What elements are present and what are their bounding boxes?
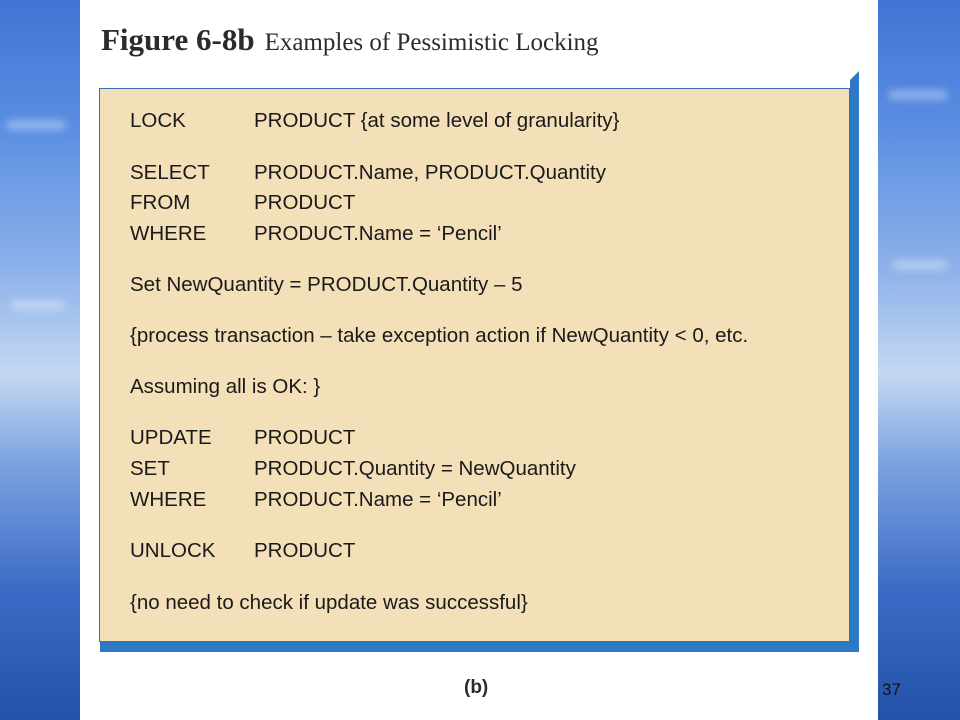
panel-label: (b) <box>464 677 489 698</box>
keyword: SELECT <box>130 161 210 184</box>
figure-number: Figure 6-8b <box>101 22 255 57</box>
code-text: PRODUCT.Name = ‘Pencil’ <box>254 222 502 245</box>
background-cloud <box>10 300 65 310</box>
figure-box-shadow-bottom <box>100 642 859 652</box>
keyword: WHERE <box>130 488 207 511</box>
code-line-assuming: Assuming all is OK: } <box>130 375 321 398</box>
code-line-unlock <box>130 539 355 563</box>
keyword: SET <box>130 457 170 480</box>
code-line-no-need-to-check: {no need to check if update was successful} <box>130 591 528 614</box>
code-text: PRODUCT <box>254 426 356 449</box>
keyword: UPDATE <box>130 426 212 449</box>
figure-title <box>101 22 599 58</box>
code-line-where <box>130 222 502 246</box>
background-cloud <box>6 120 66 130</box>
code-line-set <box>130 457 576 481</box>
keyword: LOCK <box>130 109 186 132</box>
background-cloud <box>892 260 947 270</box>
code-line-where <box>130 488 502 512</box>
figure-box-shadow-side <box>850 71 859 652</box>
figure-caption: Examples of Pessimistic Locking <box>264 29 599 56</box>
code-line-select <box>130 161 606 185</box>
keyword: FROM <box>130 191 191 214</box>
code-text: PRODUCT.Quantity = NewQuantity <box>254 457 576 480</box>
code-text: PRODUCT {at some level of granularity} <box>254 109 620 132</box>
code-line-set-new-quantity: Set NewQuantity = PRODUCT.Quantity – 5 <box>130 273 523 296</box>
code-line-update <box>130 426 355 450</box>
code-line-process-transaction: {process transaction – take exception action if NewQuantity < 0, etc. <box>130 324 749 347</box>
code-text: PRODUCT <box>254 539 356 562</box>
code-text: PRODUCT <box>254 191 356 214</box>
code-line-lock <box>130 109 619 133</box>
code-line-from <box>130 191 355 215</box>
slide-number: 37 <box>882 680 901 699</box>
keyword: WHERE <box>130 222 207 245</box>
code-text: PRODUCT.Name, PRODUCT.Quantity <box>254 161 606 184</box>
code-text: PRODUCT.Name = ‘Pencil’ <box>254 488 502 511</box>
background-cloud <box>888 90 948 100</box>
keyword: UNLOCK <box>130 539 216 562</box>
pseudocode-box <box>99 88 850 642</box>
